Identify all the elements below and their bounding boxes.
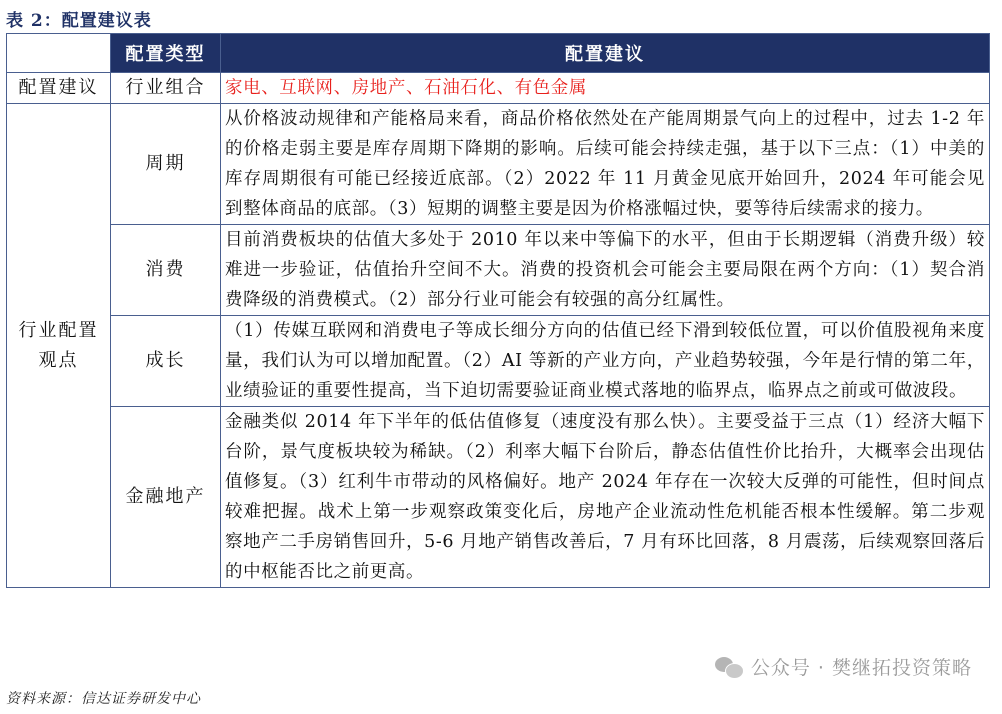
header-config-advice: 配置建议 [221,34,990,73]
section-label-advice: 配置建议 [7,73,111,104]
type-label-combo: 行业组合 [111,73,221,104]
table-row [7,225,990,316]
advice-text-growth: （1）传媒互联网和消费电子等成长细分方向的估值已经下滑到较低位置，可以价值股视角来度量，我们认为可以增加配置。（2）AI 等新的产业方向，产业趋势较强，今年是行情的第二年，业绩验证的重要性提高，当下迫切需要验证商业模式落地的临界点，临界点之前或可做波段。 [221,316,990,407]
advice-text-cycle: 从价格波动规律和产能格局来看，商品价格依然处在产能周期景气向上的过程中，过去 1-2 年的价格走弱主要是库存周期下降期的影响。后续可能会持续走强，基于以下三点：（1）中美的库存周期很有可能已经接近底部。（2）2022 年 11 月黄金见底开始回升，2024 年可能会见到整体商品的底部。（3）短期的调整主要是因为价格涨幅过快，要等待后续需求的接力。 [221,104,990,225]
header-blank [7,34,111,73]
industry-combo-value: 家电、互联网、房地产、石油石化、有色金属 [221,73,990,104]
allocation-table [6,33,990,588]
table-row [7,316,990,407]
table-title: 表 2：配置建议表 [6,11,152,31]
advice-text-consumer: 目前消费板块的估值大多处于 2010 年以来中等偏下的水平，但由于长期逻辑（消费升级）较难进一步验证，估值抬升空间不大。消费的投资机会可能会主要局限在两个方向：（1）契合消费降级的消费模式。（2）部分行业可能会有较强的高分红属性。 [221,225,990,316]
watermark-text: 公众号 · 樊继拓投资策略 [750,657,972,679]
table-header-row [7,34,990,73]
type-label-growth: 成长 [111,316,221,407]
watermark [715,653,972,680]
header-config-type: 配置类型 [111,34,221,73]
table-row [7,407,990,588]
type-label-consumer: 消费 [111,225,221,316]
section-label-views: 行业配置观点 [7,104,111,588]
type-label-finance-realestate: 金融地产 [111,407,221,588]
advice-text-finance-realestate: 金融类似 2014 年下半年的低估值修复（速度没有那么快）。主要受益于三点（1）经济大幅下台阶，景气度板块较为稀缺。（2）利率大幅下台阶后，静态估值性价比抬升，大概率会出现估值修复。（3）红利牛市带动的风格偏好。地产 2024 年存在一次较大反弹的可能性，但时间点较难把握。战术上第一步观察政策变化后，房地产企业流动性危机能否根本性缓解。第二步观察地产二手房销售回升，5-6 月地产销售改善后，7 月有环比回落，8 月震荡，后续观察回落后的中枢能否比之前更高。 [221,407,990,588]
table-row-combo [7,73,990,104]
type-label-cycle: 周期 [111,104,221,225]
table-row [7,104,990,225]
source-note: 资料来源：信达证券研发中心 [6,691,201,707]
wechat-icon [715,655,743,679]
